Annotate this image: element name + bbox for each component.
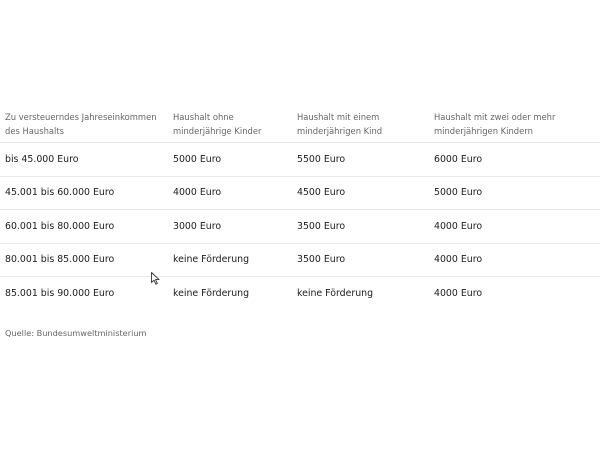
- table-cell-two-or-more-children: 5000 Euro: [429, 176, 600, 210]
- table-cell-income: bis 45.000 Euro: [0, 143, 168, 177]
- table-row: [0, 143, 600, 177]
- table-header-row: [0, 106, 600, 143]
- table-cell-one-child: 3500 Euro: [292, 210, 429, 244]
- table-cell-two-or-more-children: 4000 Euro: [429, 243, 600, 277]
- table-cell-income: 85.001 bis 90.000 Euro: [0, 277, 168, 310]
- table-cell-income: 45.001 bis 60.000 Euro: [0, 176, 168, 210]
- table-cell-two-or-more-children: 4000 Euro: [429, 210, 600, 244]
- table-cell-one-child: keine Förderung: [292, 277, 429, 310]
- table-cell-two-or-more-children: 6000 Euro: [429, 143, 600, 177]
- table-cell-no-children: 5000 Euro: [168, 143, 292, 177]
- table-header: [0, 106, 600, 143]
- table-cell-no-children: 4000 Euro: [168, 176, 292, 210]
- column-header-two-or-more-children: Haushalt mit zwei oder mehr minderjährigen Kindern: [434, 112, 556, 136]
- table-cell-one-child: 4500 Euro: [292, 176, 429, 210]
- table-row: [0, 243, 600, 277]
- funding-table: [0, 106, 600, 310]
- source-caption: Quelle: Bundesumweltministerium: [5, 328, 147, 338]
- table-row: [0, 277, 600, 310]
- table-cell-no-children: keine Förderung: [168, 277, 292, 310]
- table-cell-one-child: 5500 Euro: [292, 143, 429, 177]
- table-cell-income: 60.001 bis 80.000 Euro: [0, 210, 168, 244]
- table-cell-two-or-more-children: 4000 Euro: [429, 277, 600, 310]
- table-row: [0, 176, 600, 210]
- mouse-pointer-icon: [151, 272, 160, 285]
- column-header-no-children: Haushalt ohne minderjährige Kinder: [173, 112, 262, 136]
- table-body: [0, 143, 600, 310]
- table-cell-no-children: 3000 Euro: [168, 210, 292, 244]
- funding-table-container: [0, 106, 600, 310]
- column-header-one-child: Haushalt mit einem minderjährigen Kind: [297, 112, 383, 136]
- table-cell-income: 80.001 bis 85.000 Euro: [0, 243, 168, 277]
- table-cell-one-child: 3500 Euro: [292, 243, 429, 277]
- table-row: [0, 210, 600, 244]
- column-header-income: Zu versteuerndes Jahreseinkommen des Haushalts: [5, 112, 157, 136]
- table-cell-no-children: keine Förderung: [168, 243, 292, 277]
